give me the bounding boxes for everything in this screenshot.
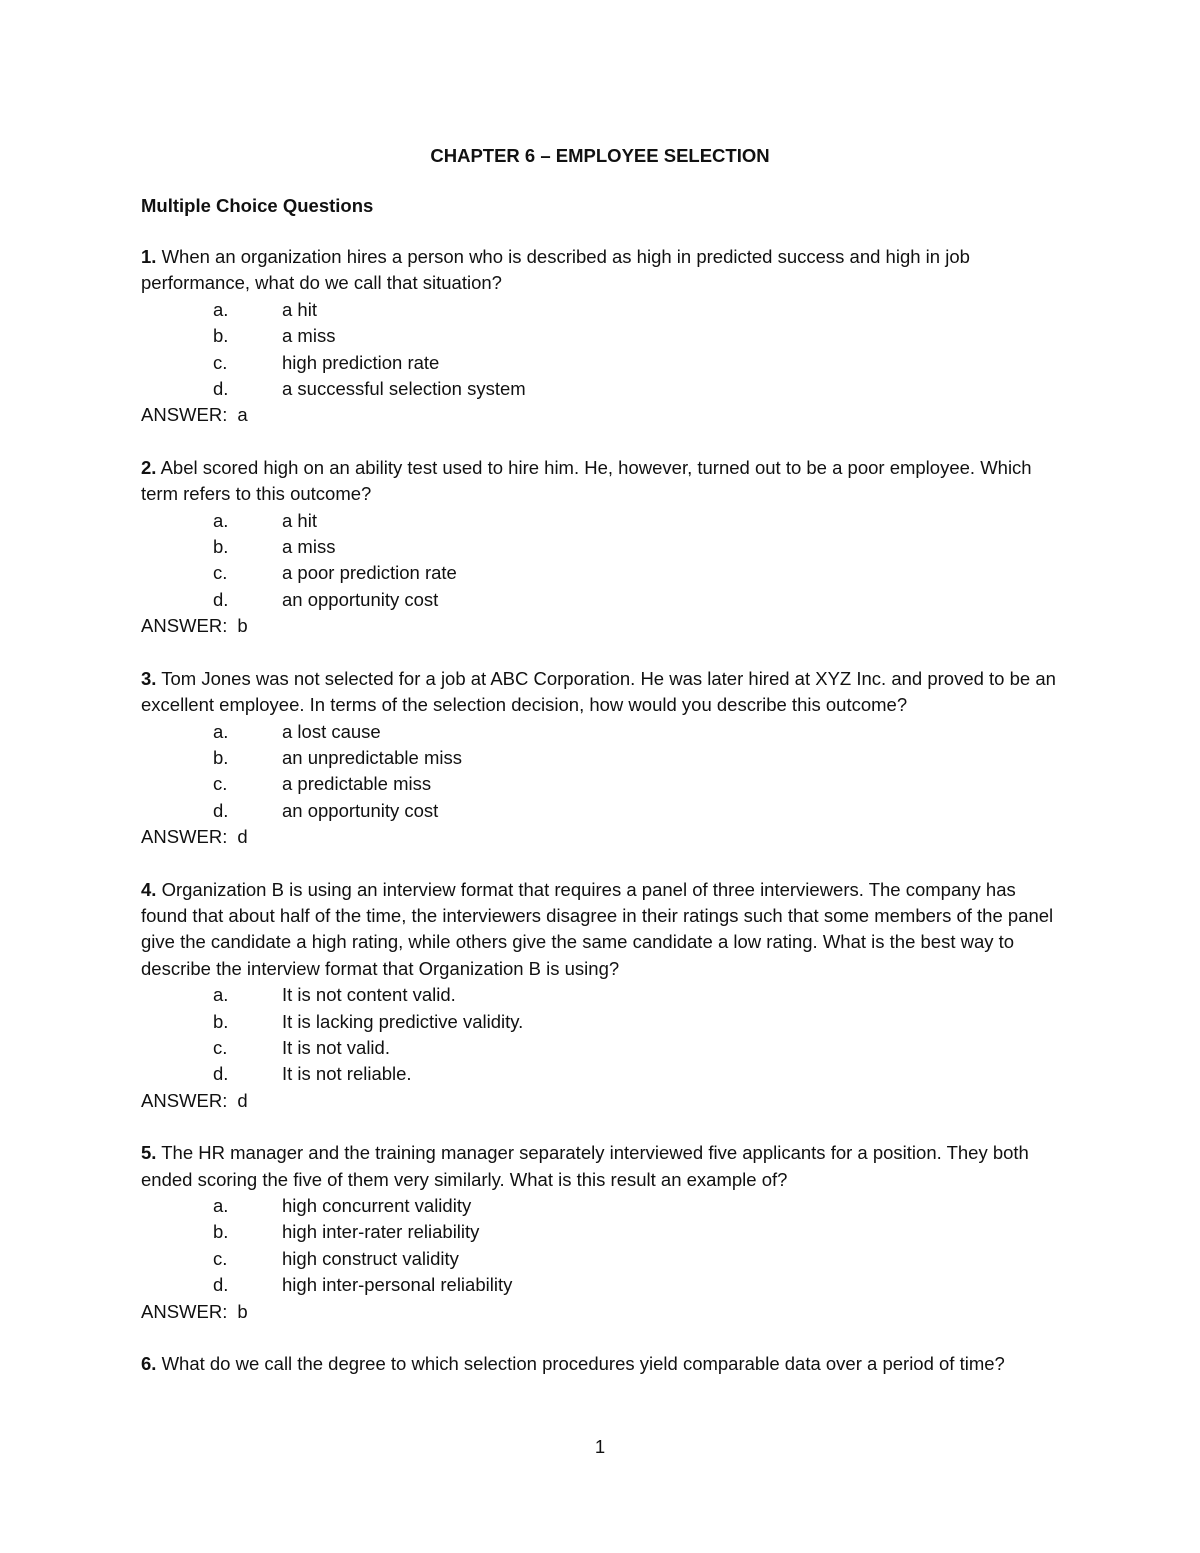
option-text: high prediction rate <box>282 351 440 373</box>
option-a <box>141 982 1061 1008</box>
question-text <box>141 666 1061 719</box>
option-text: a hit <box>282 298 317 320</box>
option-list <box>141 982 1061 1088</box>
answer-line <box>141 824 1061 850</box>
question-4 <box>141 877 1061 1115</box>
question-text <box>141 1351 1061 1377</box>
option-letter: b. <box>213 1221 229 1243</box>
option-text: high construct validity <box>282 1247 459 1269</box>
answer-label: ANSWER: <box>141 1089 228 1111</box>
option-d <box>141 798 1061 824</box>
option-d <box>141 376 1061 402</box>
option-b <box>141 745 1061 771</box>
option-b <box>141 1009 1061 1035</box>
question-stem: Organization B is using an interview format that requires a panel of three interviewers. The company has found that about half of the time, the interviewers disagree in their ratings such that some members of the panel give the candidate a high rating, while others give the same candidate a low rating. What is the best way to describe the interview format that Organization B is using? <box>141 878 1054 979</box>
option-a <box>141 297 1061 323</box>
question-stem: When an organization hires a person who is described as high in predicted success and high in job performance, what do we call that situation? <box>141 246 970 294</box>
option-letter: d. <box>213 799 229 821</box>
question-number: 6. <box>141 1353 157 1375</box>
option-text: high concurrent validity <box>282 1195 472 1216</box>
option-d <box>141 587 1061 613</box>
option-list <box>141 719 1061 825</box>
option-letter: c. <box>213 773 228 795</box>
option-d <box>141 1272 1061 1298</box>
option-text: a miss <box>282 536 336 558</box>
option-letter: a. <box>213 984 229 1006</box>
question-5 <box>141 1140 1061 1325</box>
option-text: It is not content valid. <box>282 984 456 1006</box>
option-letter: c. <box>213 562 228 584</box>
answer-line <box>141 1299 1061 1325</box>
option-c <box>141 350 1061 376</box>
option-b <box>141 534 1061 560</box>
answer-line <box>141 1088 1061 1114</box>
option-text: a miss <box>282 325 336 347</box>
option-text: high inter-rater reliability <box>282 1221 480 1243</box>
option-c <box>141 1246 1061 1272</box>
answer-label: ANSWER: <box>141 1300 228 1322</box>
option-letter: a. <box>213 1195 229 1216</box>
section-heading: Multiple Choice Questions <box>141 195 374 216</box>
page-number: 1 <box>594 1436 606 1457</box>
answer-value: b <box>237 1300 248 1322</box>
option-letter: d. <box>213 588 229 610</box>
option-letter: b. <box>213 746 229 768</box>
option-letter: a. <box>213 298 229 320</box>
option-letter: c. <box>213 1247 228 1269</box>
answer-label: ANSWER: <box>141 826 228 848</box>
answer-label: ANSWER: <box>141 404 228 426</box>
option-text: high inter-personal reliability <box>282 1274 513 1296</box>
option-b <box>141 323 1061 349</box>
question-text <box>141 877 1061 983</box>
question-text <box>141 455 1061 508</box>
option-text: an opportunity cost <box>282 588 439 610</box>
question-list <box>141 244 1061 1403</box>
option-letter: b. <box>213 536 229 558</box>
question-number: 2. <box>141 456 157 478</box>
question-number: 1. <box>141 246 157 267</box>
answer-line <box>141 402 1061 428</box>
answer-value: d <box>237 1089 248 1111</box>
question-text <box>141 1140 1061 1193</box>
option-text: It is not valid. <box>282 1036 390 1058</box>
question-6 <box>141 1351 1061 1377</box>
option-list <box>141 508 1061 614</box>
option-b <box>141 1219 1061 1245</box>
question-3 <box>141 666 1061 851</box>
option-text: a predictable miss <box>282 773 432 795</box>
option-letter: b. <box>213 1010 229 1032</box>
option-letter: d. <box>213 1274 229 1296</box>
chapter-title: CHAPTER 6 – EMPLOYEE SELECTION <box>430 145 770 166</box>
option-letter: c. <box>213 351 228 373</box>
option-letter: d. <box>213 1063 229 1085</box>
option-text: an unpredictable miss <box>282 746 462 768</box>
option-letter: a. <box>213 720 229 742</box>
answer-value: d <box>237 826 248 848</box>
option-a <box>141 1193 1061 1219</box>
option-letter: b. <box>213 325 229 347</box>
option-text: a poor prediction rate <box>282 562 457 584</box>
option-text: a lost cause <box>282 720 381 742</box>
question-number: 3. <box>141 667 157 689</box>
option-letter: a. <box>213 509 229 531</box>
option-c <box>141 560 1061 586</box>
question-stem: Abel scored high on an ability test used to hire him. He, however, turned out to be a poor employee. Which term refers to this outcome? <box>141 456 1032 505</box>
question-number: 4. <box>141 878 157 900</box>
option-a <box>141 719 1061 745</box>
answer-label: ANSWER: <box>141 615 228 637</box>
question-number: 5. <box>141 1142 157 1164</box>
option-text: a successful selection system <box>282 378 526 400</box>
option-c <box>141 771 1061 797</box>
question-stem: The HR manager and the training manager separately interviewed five applicants for a position. They both ended scoring the five of them very similarly. What is this result an example of? <box>141 1142 1029 1190</box>
option-list <box>141 1193 1061 1299</box>
answer-value: a <box>237 404 248 426</box>
option-letter: d. <box>213 378 229 400</box>
question-2 <box>141 455 1061 640</box>
question-stem: Tom Jones was not selected for a job at ABC Corporation. He was later hired at XYZ Inc. and proved to be an excellent employee. In terms of the selection decision, how would you describe this outcome? <box>141 667 1056 716</box>
question-stem: What do we call the degree to which selection procedures yield comparable data over a period of time? <box>161 1353 1005 1375</box>
option-letter: c. <box>213 1036 228 1058</box>
option-text: an opportunity cost <box>282 799 439 821</box>
answer-line <box>141 613 1061 639</box>
option-a <box>141 508 1061 534</box>
option-text: a hit <box>282 509 317 531</box>
option-list <box>141 297 1061 403</box>
option-c <box>141 1035 1061 1061</box>
question-text <box>141 244 1061 297</box>
option-text: It is lacking predictive validity. <box>282 1010 524 1032</box>
question-1 <box>141 244 1061 429</box>
option-d <box>141 1061 1061 1087</box>
answer-value: b <box>237 615 248 637</box>
option-text: It is not reliable. <box>282 1063 412 1085</box>
